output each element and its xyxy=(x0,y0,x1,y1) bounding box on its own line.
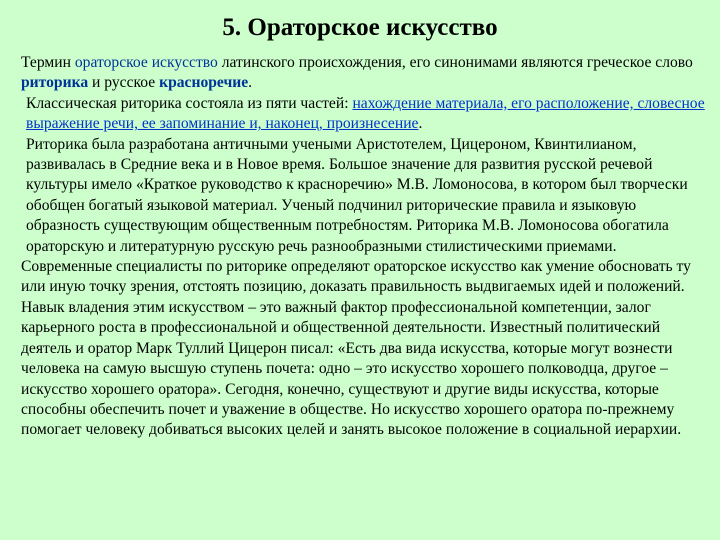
paragraph-classical xyxy=(21,94,711,135)
term-rhetoric: риторика xyxy=(21,74,89,92)
paragraph-intro xyxy=(21,53,711,94)
intro-text-1: Термин xyxy=(21,54,75,71)
term-oratory-art: ораторское искусство xyxy=(74,54,218,71)
term-eloquence: красноречие xyxy=(159,74,249,92)
intro-text-2: латинского происхождения, его синонимами являются греческое слово xyxy=(217,54,693,71)
slide-title: 5. Ораторское искусство xyxy=(222,14,498,41)
paragraph-history: Риторика была разработана античными учеными Аристотелем, Цицероном, Квинтилианом, развивалась в Средние века и в Новое время. Большое значение для развития русской речевой культуры имело «Краткое руководство к красноречию» М.В. Ломоносова, в котором был творчески обобщен богатый языковой материал. Ученый подчинил риторические правила и языковую образность существующим общественным потребностям. Риторика М.В. Ломоносова обогатила ораторскую и литературную русскую речь разнообразными стилистическими приемами. xyxy=(26,135,688,255)
classical-text-2: . xyxy=(418,115,423,133)
intro-text-3: и русское xyxy=(88,74,160,92)
intro-text-4: . xyxy=(248,74,253,92)
paragraph-modern: Современные специалисты по риторике определяют ораторское искусство как умение обосновать ту или иную точку зрения, отстоять позицию, доказать правильность выдвигаемых идей и положений. Навык владения этим искусством – это важный фактор профессиональной компетенции, залог карьерного роста в профессиональной и общественной деятельности. Известный политический деятель и оратор Марк Туллий Цицерон писал: «Есть два вида искусства, которые могут вознести человека на самую высшую ступень почета: одно – это искусство хорошего полководца, другое – искусство хорошего оратора». Сегодня, конечно, существуют и другие виды искусства, которые способны обеспечить почет и уважение в обществе. Но искусство хорошего оратора по-прежнему помогает человеку добиваться высоких целей и занять высокое положение в социальной иерархии. xyxy=(21,258,691,439)
rhetoric-parts-link[interactable]: нахождение материала, его расположение, словесное выражение речи, ее запоминание и, наконец, произнесение xyxy=(26,94,705,133)
slide-body xyxy=(21,53,711,441)
classical-text-1: Классическая риторика состояла из пяти частей: xyxy=(26,94,353,112)
